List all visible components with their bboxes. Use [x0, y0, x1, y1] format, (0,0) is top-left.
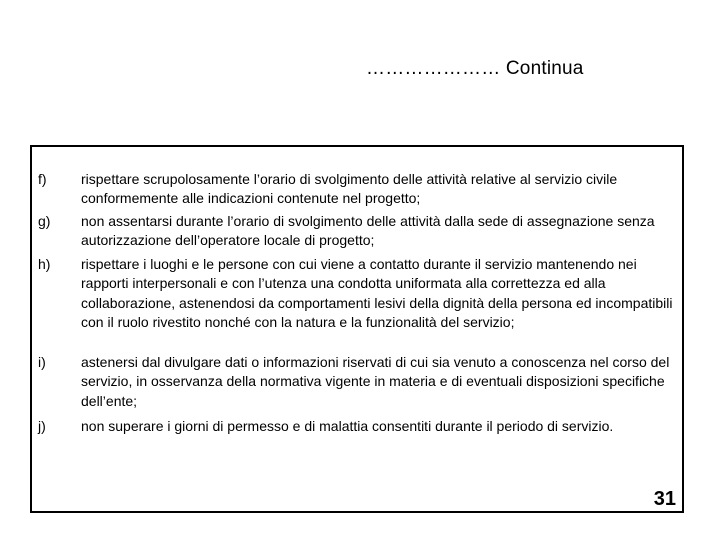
item-text: non assentarsi durante l’orario di svolgimento delle attività dalla sede di assegnazione senza autorizzazione dell’operatore locale di progetto; — [81, 213, 655, 249]
item-letter: g) — [38, 213, 51, 229]
item-letter: f) — [38, 171, 47, 187]
item-letter: i) — [38, 354, 46, 370]
item-text: non superare i giorni di permesso e di malattia consentiti durante il periodo di servizio. — [81, 418, 614, 434]
continua-label: ………………… Continua — [366, 58, 584, 79]
item-letter: j) — [38, 418, 46, 434]
item-text: rispettare scrupolosamente l’orario di svolgimento delle attività relative al servizio civile conformemente alle indicazioni contenute nel progetto; — [81, 171, 618, 207]
item-text: astenersi dal divulgare dati o informazioni riservati di cui sia venuto a conoscenza nel corso del servizio, in osservanza della normativa vigente in materia e di eventuali disposizioni specifiche dell’ente; — [81, 354, 670, 409]
rules-panel — [30, 145, 684, 513]
item-text: rispettare i luoghi e le persone con cui viene a contatto durante il servizio mantenendo nei rapporti interpersonali e con l’utenza una condotta uniformata alla correttezza ed alla collaborazione, astenendosi da comportamenti lesivi della dignità della persona ed incompatibili con il ruolo rivestito nonché con la natura e la funzionalità del servizio; — [81, 256, 673, 331]
item-letter: h) — [38, 256, 51, 272]
page-number: 31 — [653, 488, 676, 510]
